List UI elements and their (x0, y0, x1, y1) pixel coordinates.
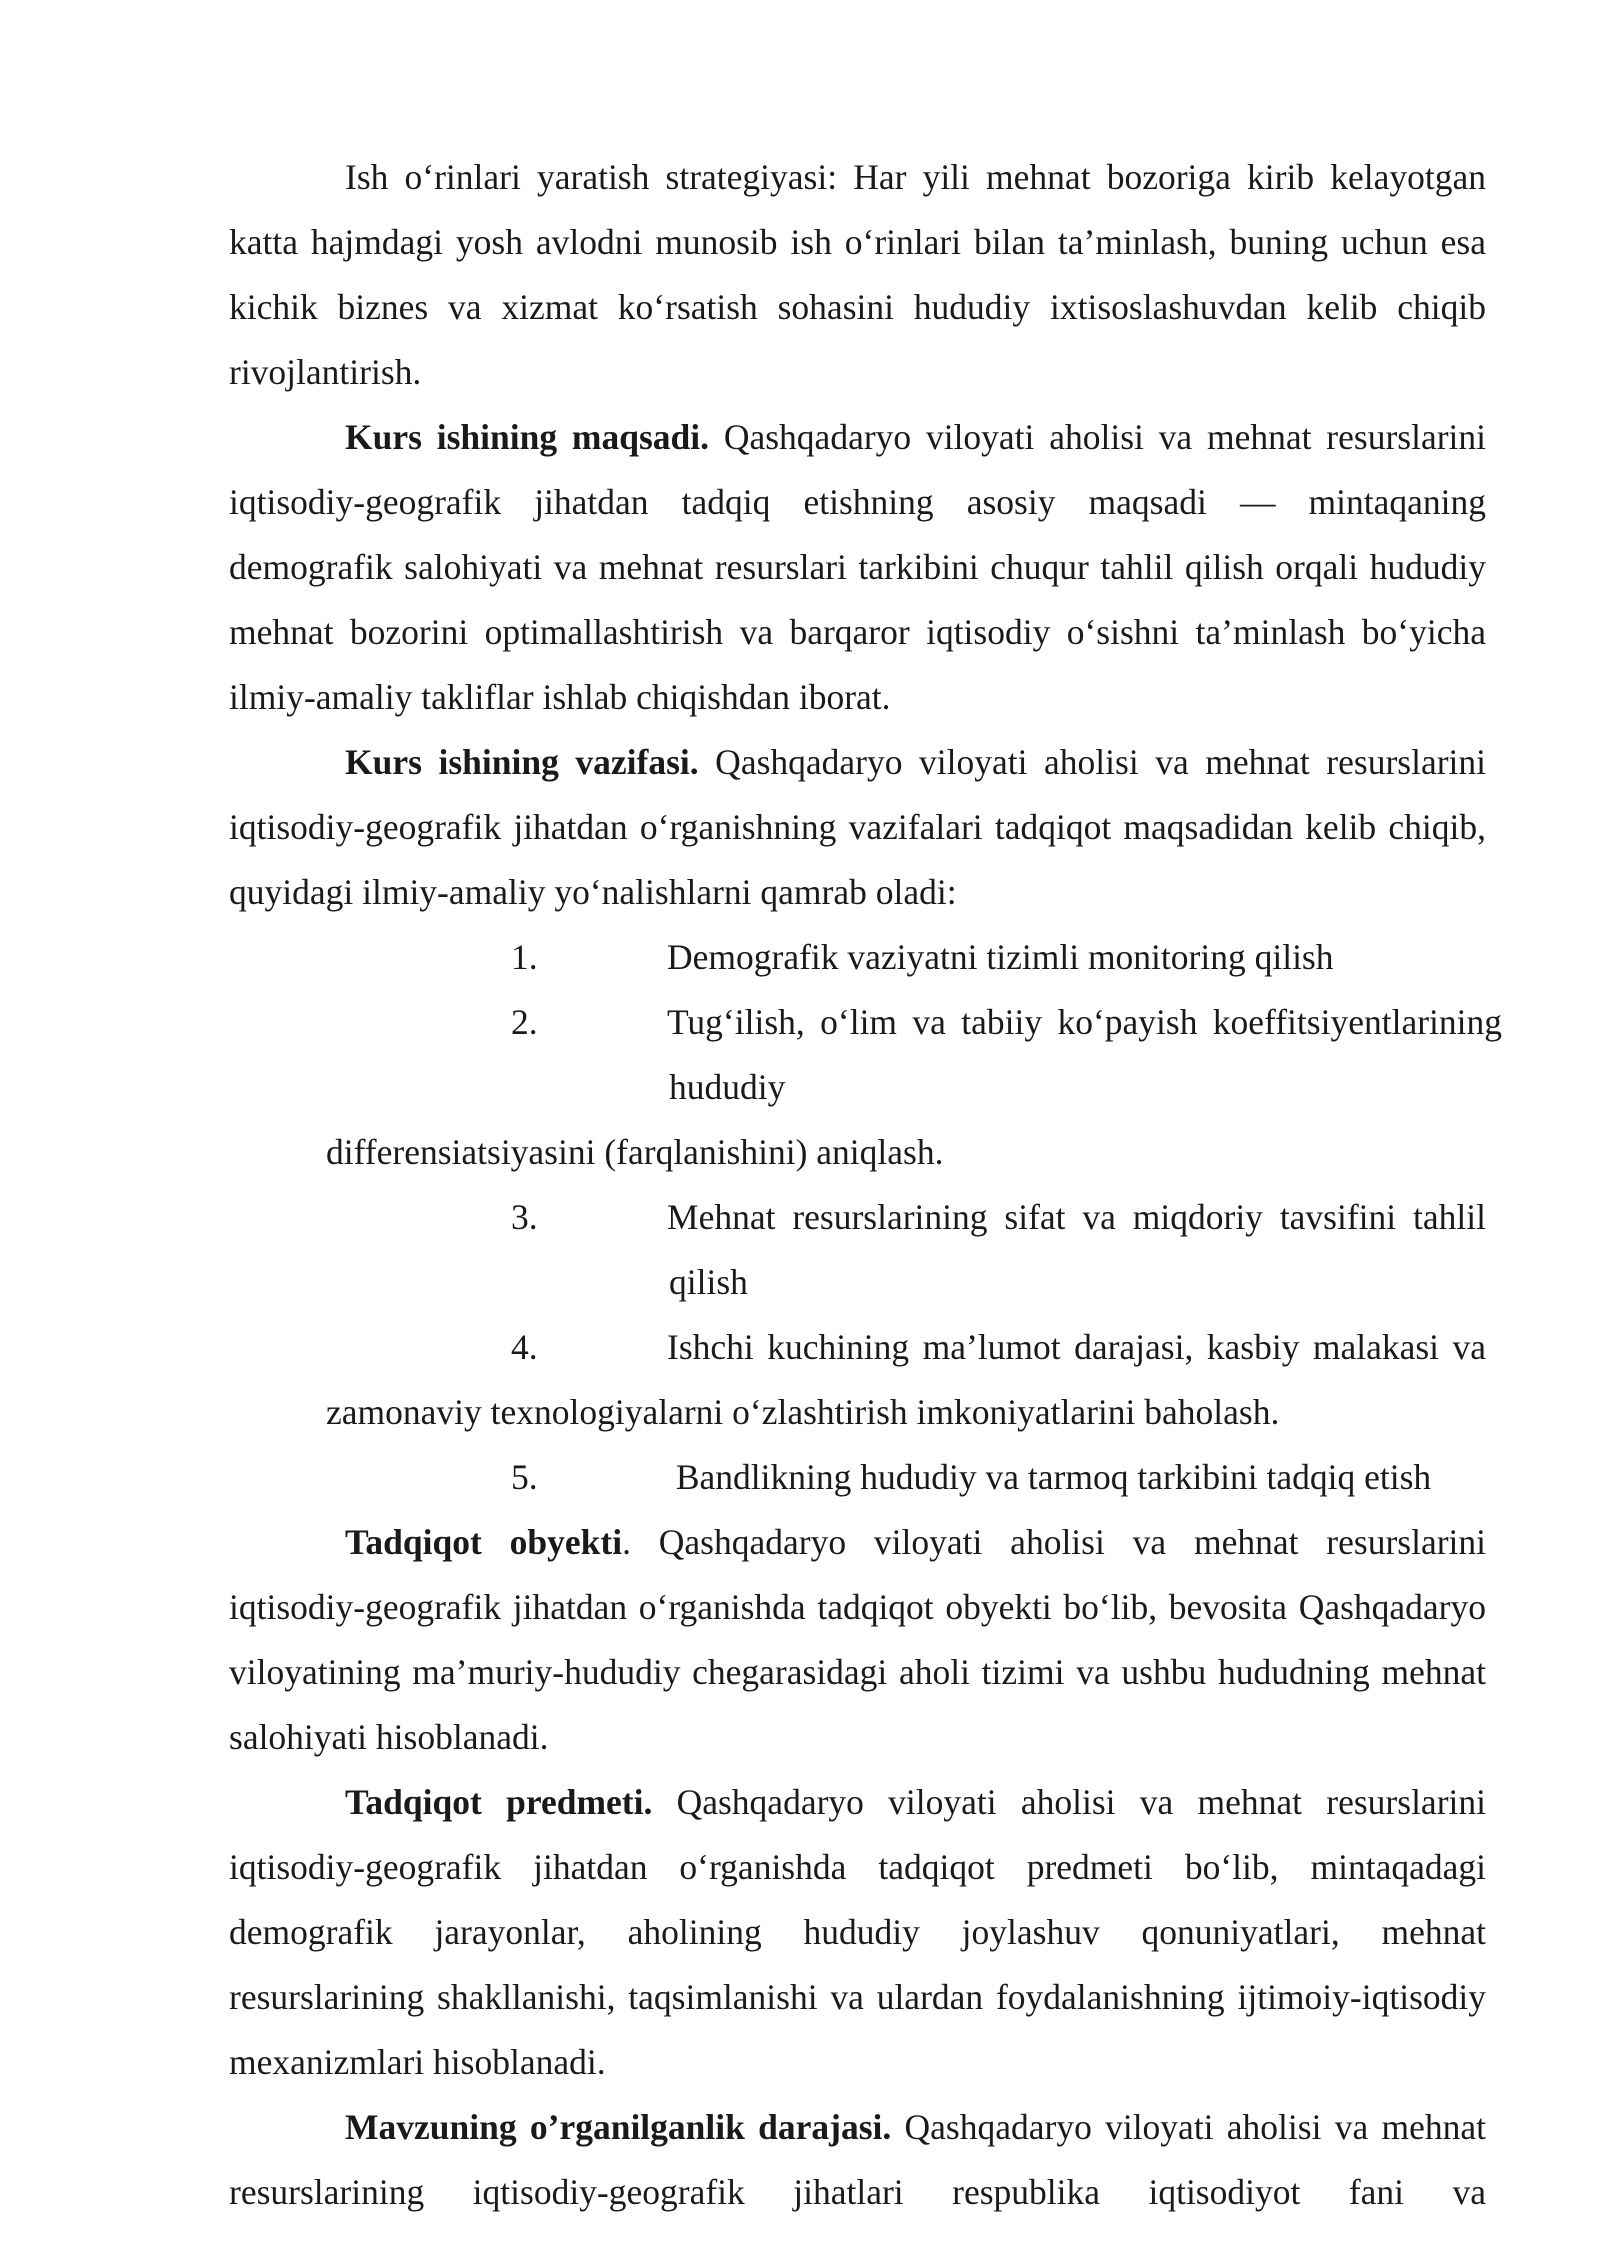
tasks-paragraph (229, 730, 1486, 925)
list-item-text: Demografik vaziyatni tizimli monitoring qilish (667, 937, 1334, 977)
task-list (229, 925, 1502, 1510)
list-item (229, 1315, 1486, 1445)
object-paragraph (229, 1510, 1486, 1770)
list-item-number: 4. (511, 1327, 538, 1367)
list-item-first-line (326, 1445, 1486, 1510)
list-item-first-line (326, 990, 1502, 1120)
intro-paragraph (229, 145, 1486, 405)
list-item-text: Mehnat resurslarining sifat va miqdoriy tavsifini tahlil qilish (667, 1197, 1486, 1302)
subject-heading: Tadqiqot predmeti. (345, 1782, 653, 1822)
list-item-number: 3. (511, 1197, 538, 1237)
list-item-first-line (326, 1185, 1486, 1315)
list-item (229, 990, 1502, 1185)
intro-text: Ish o‘rinlari yaratish strategiyasi: Har yili mehnat bozoriga kirib kelayotgan katta hajmdagi yosh avlodni munosib ish o‘rinlari bilan ta’minlash, buning uchun esa kichik biznes va xizmat ko‘rsatish sohasini hududiy ixtisoslashuvdan kelib chiqib rivojlantirish. (229, 157, 1486, 392)
tasks-text: Qashqadaryo viloyati aholisi va mehnat resurslarini iqtisodiy-geografik jihatdan o‘rganishning vazifalari tadqiqot maqsadidan kelib chiqib, quyidagi ilmiy-amaliy yo‘nalishlarni qamrab oladi: (229, 742, 1486, 912)
subject-paragraph (229, 1770, 1486, 2095)
study-level-heading: Mavzuning o’rganilganlik darajasi. (345, 2107, 892, 2147)
list-item-continuation: zamonaviy texnologiyalarni o‘zlashtirish imkoniyatlarini baholash. (326, 1392, 1280, 1432)
study-level-text: Qashqadaryo viloyati aholisi va mehnat resurslarining iqtisodiy-geografik jihatlari respublika iqtisodiyot fani va (229, 2107, 1486, 2212)
goal-heading: Kurs ishining maqsadi. (345, 417, 710, 457)
tasks-heading: Kurs ishining vazifasi. (345, 742, 699, 782)
goal-paragraph (229, 405, 1486, 730)
list-item (229, 925, 1486, 990)
list-item (229, 1185, 1486, 1315)
subject-text: Qashqadaryo viloyati aholisi va mehnat resurslarini iqtisodiy-geografik jihatdan o‘rganishda tadqiqot predmeti bo‘lib, mintaqadagi demografik jarayonlar, aholining hududiy joylashuv qonuniyatlari, mehnat resurslarining shakllanishi, taqsimlanishi va ulardan foydalanishning ijtimoiy-iqtisodiy mexanizmlari hisoblanadi. (229, 1782, 1486, 2082)
object-heading: Tadqiqot obyekti (345, 1522, 623, 1562)
object-text: . Qashqadaryo viloyati aholisi va mehnat resurslarini iqtisodiy-geografik jihatdan o‘rganishda tadqiqot obyekti bo‘lib, bevosita Qashqadaryo viloyatining ma’muriy-hududiy chegarasidagi aholi tizimi va ushbu hududning mehnat salohiyati hisoblanadi. (229, 1522, 1487, 1757)
study-level-paragraph (229, 2095, 1486, 2225)
list-item-text: Tug‘ilish, o‘lim va tabiiy ko‘payish koeffitsiyentlarining hududiy (667, 1002, 1502, 1107)
list-item-number: 5. (511, 1457, 538, 1497)
document-page (229, 145, 1502, 2225)
list-item-number: 2. (511, 1002, 538, 1042)
list-item-number: 1. (511, 937, 538, 977)
goal-text: Qashqadaryo viloyati aholisi va mehnat resurslarini iqtisodiy-geografik jihatdan tadqiq etishning asosiy maqsadi — mintaqaning demografik salohiyati va mehnat resurslari tarkibini chuqur tahlil qilish orqali hududiy mehnat bozorini optimallashtirish va barqaror iqtisodiy o‘sishni ta’minlash bo‘yicha ilmiy-amaliy takliflar ishlab chiqishdan iborat. (229, 417, 1486, 717)
list-item-first-line (326, 1315, 1486, 1380)
list-item-text: Bandlikning hududiy va tarmoq tarkibini tadqiq etish (667, 1457, 1432, 1497)
list-item-text: Ishchi kuchining ma’lumot darajasi, kasbiy malakasi va (667, 1327, 1486, 1367)
list-item-first-line (326, 925, 1486, 990)
list-item-continuation: differensiatsiyasini (farqlanishini) aniqlash. (326, 1132, 944, 1172)
list-item (229, 1445, 1486, 1510)
